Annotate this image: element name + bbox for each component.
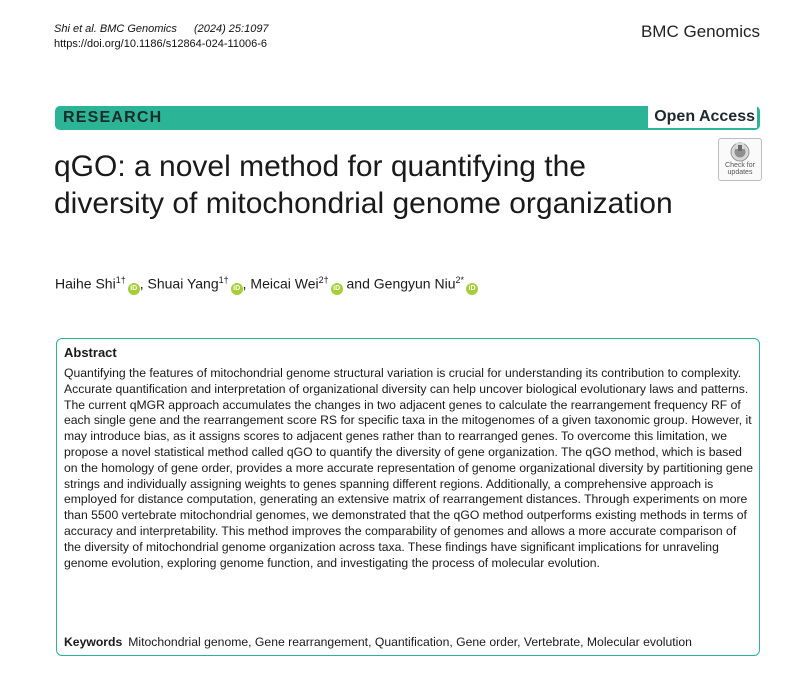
abstract-heading: Abstract — [64, 345, 117, 360]
author-list — [55, 275, 478, 295]
journal-name: BMC Genomics — [640, 22, 760, 41]
author-separator: , — [139, 275, 148, 292]
author-affiliation: 1† — [218, 275, 229, 285]
citation-text: Shi et al. BMC Genomics — [54, 23, 177, 35]
abstract-box — [56, 338, 760, 656]
article-type-label: RESEARCH — [63, 109, 163, 126]
doi-link[interactable]: https://doi.org/10.1186/s12864-024-11006-6 — [54, 38, 268, 50]
citation-block — [54, 22, 269, 52]
keywords-line — [64, 635, 692, 649]
author-name: Gengyun Niu — [373, 275, 456, 292]
orcid-icon[interactable]: iD — [231, 283, 243, 295]
crossmark-icon — [730, 142, 750, 162]
article-title: qGO: a novel method for quantifying the diversity of mitochondrial genome organization — [54, 150, 673, 220]
keywords-label: Keywords — [64, 635, 123, 649]
author-affiliation: 1† — [115, 275, 126, 285]
author-name: Meicai Wei — [250, 275, 319, 292]
abstract-text: Quantifying the features of mitochondrial genome structural variation is crucial for understanding its contribution to complexity. Accurate quantification and interpretation of organizational diversity can help uncover biological evolutionary laws and patterns. The current qMGR approach accumulates the changes in two adjacent genes to calculate the rearrangement frequency RF of each single gene and the rearrangement score RS for specific taxa in the mitogenomes of a given taxonomic group. However, it may introduce bias, as it assigns scores to adjacent genes rather than to rearranged genes. To overcome this limitation, we propose a novel statistical method called qGO to quantify the diversity of gene organization. The qGO method, which is based on the homology of gene order, provides a more accurate representation of genome organizational diversity by partitioning gene strings and individually assigning weights to genes spanning different regions. Additionally, a comprehensive approach is employed for distance computation, generating an extensive matrix of rearrangement distances. Through experiments on more than 5500 vertebrate mitochondrial genomes, we demonstrated that the qGO method outperforms existing methods in terms of accuracy and interpretability. This method improves the comparability of genomes and allows a more accurate comparison of the diversity of mitochondrial genome organization across taxa. These findings have significant implications for unraveling genome evolution, exploring genome function, and investigating the process of molecular evolution. — [64, 366, 754, 570]
orcid-icon[interactable]: iD — [128, 283, 140, 295]
author-name: Haihe Shi — [55, 275, 116, 292]
badge-line-2: updates — [727, 169, 753, 176]
year-volume: (2024) 25:1097 — [193, 23, 269, 35]
author-separator: and — [342, 275, 374, 292]
author-name: Shuai Yang — [147, 275, 219, 292]
author-affiliation: 2* — [455, 275, 464, 285]
article-type-banner — [55, 106, 760, 130]
author-separator: , — [242, 275, 251, 292]
orcid-icon[interactable]: iD — [466, 283, 478, 295]
check-for-updates-badge[interactable] — [718, 138, 762, 181]
author-affiliation: 2† — [318, 275, 329, 285]
orcid-icon[interactable]: iD — [331, 283, 343, 295]
open-access-label: Open Access — [648, 106, 757, 128]
badge-line-1: Check for — [725, 162, 755, 169]
keywords-text: Mitochondrial genome, Gene rearrangement, Quantification, Gene order, Vertebrate, Molecular evolution — [128, 635, 692, 649]
